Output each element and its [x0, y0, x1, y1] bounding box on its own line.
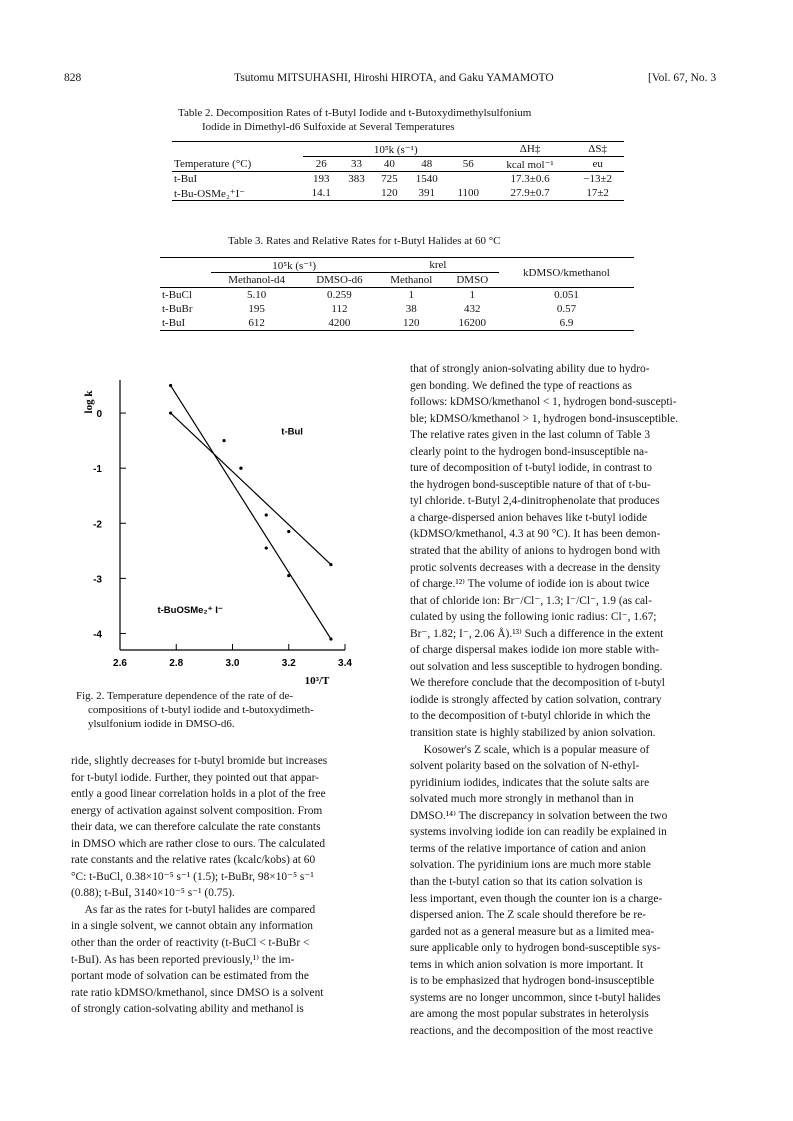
table-cell: 5.10 — [247, 289, 267, 301]
data-point — [287, 574, 290, 577]
table-cell: 1 — [469, 289, 476, 301]
table-cell: 38 — [405, 303, 417, 315]
table2-temp-label: Temperature (°C) — [172, 157, 303, 172]
table3-subhead: DMSO — [446, 273, 499, 288]
table2-caption-line1: Table 2. Decomposition Rates of t-Butyl Iodide and t-Butoxydimethylsulfonium — [178, 107, 532, 119]
data-point — [169, 384, 172, 387]
text-line: of charge dispersal makes iodide ion more stable with- — [410, 644, 660, 657]
series-line-0 — [171, 413, 331, 565]
table2-temp: 56 — [448, 157, 489, 172]
table-cell: 17.3±0.6 — [510, 173, 550, 185]
text-line: strated that the ability of anions to hydrogen bond with — [410, 545, 661, 558]
series-label: t-BuOSMe₂⁺ I⁻ — [157, 604, 223, 616]
table-cell: 112 — [331, 303, 348, 315]
right-text-column — [410, 361, 731, 1039]
text-line: gen bonding. We defined the type of reactions as — [410, 379, 632, 392]
x-tick-label: 2.6 — [113, 658, 127, 669]
table2 — [172, 141, 624, 201]
table3-subhead: Methanol-d4 — [211, 273, 301, 288]
data-point — [287, 530, 290, 533]
text-line: portant mode of solvation can be estimated from the — [71, 970, 309, 983]
text-line: in DMSO which are rather close to ours. The calculated — [71, 837, 326, 850]
text-line: sure applicable only to hydrogen bond-susceptible sys- — [410, 942, 661, 955]
table-cell: 0.051 — [554, 289, 579, 301]
text-line: iodide is strongly affected by cation solvation, contrary — [410, 693, 662, 706]
table-cell: 432 — [464, 303, 481, 315]
figure-2-chart — [70, 360, 390, 687]
text-line: is to be emphasized that hydrogen bond-insusceptible — [410, 975, 655, 988]
y-tick-label: -3 — [93, 574, 102, 586]
data-point — [329, 637, 332, 640]
table2-temp: 40 — [373, 157, 406, 172]
table3-subhead: DMSO-d6 — [302, 273, 377, 288]
text-line: dispersed anion. The Z scale should therefore be re- — [410, 909, 647, 922]
text-line: protic solvents decreases with a decrease in the density — [410, 561, 661, 574]
table-cell: 6.9 — [559, 317, 574, 329]
text-line: systems involving iodide ion can readily be explained in — [410, 826, 667, 839]
text-line: out solvation and less susceptible to hydrogen bonding. — [410, 660, 663, 673]
table2-temp: 33 — [340, 157, 373, 172]
table-cell: 1 — [408, 289, 415, 301]
y-tick-label: -4 — [93, 629, 102, 641]
text-line: are among the most popular substrates in heterolysis — [410, 1008, 649, 1021]
text-line: ride, slightly decreases for t-butyl bromide but increases — [71, 755, 328, 767]
y-tick-label: 0 — [96, 409, 102, 421]
data-point — [239, 467, 242, 470]
text-line: As far as the rates for t-butyl halides are compared — [84, 903, 316, 916]
table3-head-krel: krel — [377, 258, 499, 273]
text-line: that of strongly anion-solvating ability due to hydro- — [410, 363, 650, 375]
table2-caption — [178, 106, 658, 134]
series-line-1 — [171, 386, 331, 639]
table-cell: 14.1 — [311, 187, 331, 199]
figure-caption-line1: Fig. 2. Temperature dependence of the rate of de- — [76, 690, 294, 702]
y-axis-label: log k — [83, 390, 95, 414]
text-line: solvent polarity based on the solvation of N-ethyl- — [410, 760, 640, 773]
text-line: tyl chloride. t-Butyl 2,4-dinitrophenolate that produces — [410, 495, 660, 508]
data-point — [265, 546, 268, 549]
left-text-column — [71, 753, 392, 1018]
table2-caption-line2: Iodide in Dimethyl-d6 Sulfoxide at Several Temperatures — [202, 121, 455, 133]
table-cell: 383 — [348, 173, 365, 185]
text-line: clearly point to the hydrogen bond-insusceptible na- — [410, 445, 648, 458]
x-tick-label: 3.0 — [225, 658, 240, 669]
table2-unit-ds: eu — [571, 157, 624, 172]
table-row — [172, 186, 624, 201]
text-line: transition state is highly stabilized by anion solvation. — [410, 727, 656, 740]
text-line: (kDMSO/kmethanol, 4.3 at 90 °C). It has been demon- — [410, 528, 661, 541]
table2-temp: 26 — [303, 157, 340, 172]
table-cell: 27.9±0.7 — [510, 187, 550, 199]
running-header-volume: [Vol. 67, No. 3 — [648, 72, 717, 84]
y-tick-label: -1 — [93, 464, 102, 476]
table-cell: 0.259 — [327, 289, 352, 301]
text-line: DMSO.¹⁴⁾ The discrepancy in solvation between the two — [410, 809, 668, 822]
text-line: than the t-butyl cation so that its cation solvation is — [410, 875, 643, 888]
text-line: solvated much more strongly in methanol than in — [410, 793, 634, 806]
x-tick-label: 3.2 — [281, 658, 296, 669]
table-row — [172, 172, 624, 187]
text-line: The relative rates given in the last column of Table 3 — [410, 429, 651, 442]
text-line: Kosower's Z scale, which is a popular measure of — [423, 743, 650, 756]
text-line: garded not as a general measure but as a limited mea- — [410, 925, 655, 938]
series-label: t-BuI — [281, 426, 303, 438]
table-row — [160, 288, 634, 303]
page-number: 828 — [64, 72, 82, 84]
x-tick-label: 3.4 — [338, 658, 352, 669]
text-line: Br⁻, 1.82; I⁻, 2.06 Å).¹³⁾ Such a difference in the extent — [410, 627, 664, 640]
running-header-authors: Tsutomu MITSUHASHI, Hiroshi HIROTA, and Gaku YAMAMOTO — [234, 72, 554, 84]
table2-head-rate: 10⁵k (s⁻¹) — [303, 142, 489, 157]
figure-caption-line2: compositions of t-butyl iodide and t-butoxydimeth- — [88, 704, 314, 716]
text-line: of charge.¹²⁾ The volume of iodide ion is about twice — [410, 578, 650, 591]
table-cell — [340, 186, 373, 201]
text-line: ently a good linear correlation holds in a plot of the free — [71, 788, 326, 801]
table2-temp: 48 — [406, 157, 448, 172]
text-line: to the decomposition of t-butyl chloride in which the — [410, 710, 651, 723]
text-line: less important, even though the counter ion is a charge- — [410, 892, 663, 905]
table-cell: 0.57 — [556, 303, 577, 315]
text-line: ture of decomposition of t-butyl iodide, in contrast to — [410, 462, 653, 475]
y-tick-label: -2 — [93, 519, 102, 531]
text-line: rate ratio kDMSO/kmethanol, since DMSO is a solvent — [71, 986, 324, 999]
table-cell: 193 — [313, 173, 330, 185]
data-point — [329, 563, 332, 566]
table3-caption: Table 3. Rates and Relative Rates for t-Butyl Halides at 60 °C — [228, 235, 501, 247]
table3-compound: t-BuI — [162, 317, 186, 329]
table-row — [160, 302, 634, 316]
table3-head-ratio: kDMSO/kmethanol — [499, 258, 634, 288]
text-line: that of chloride ion: Br⁻/Cl⁻, 1.3; I⁻/Cl⁻, 1.9 (as cal- — [410, 594, 653, 607]
text-line: of strongly cation-solvating ability and methanol is — [71, 1003, 304, 1016]
table-cell: 725 — [381, 173, 398, 185]
table-cell: 1100 — [457, 187, 480, 199]
text-line: terms of the relative importance of cation and anion — [410, 842, 646, 855]
text-line: other than the order of reactivity (t-BuCl < t-BuBr < — [71, 937, 310, 950]
text-line: t-BuI). As has been reported previously,¹⁾ the im- — [71, 953, 295, 966]
table-cell: 612 — [248, 317, 265, 329]
table2-unit-dh: kcal mol⁻¹ — [489, 157, 571, 172]
text-line: in a single solvent, we cannot obtain any information — [71, 920, 313, 933]
table2-compound: t-BuI — [174, 173, 198, 185]
text-line: ble; kDMSO/kmethanol > 1, hydrogen bond-insusceptible. — [410, 412, 679, 425]
table3-compound: t-BuBr — [162, 303, 193, 315]
table2-compound: t-Bu-OSMe₂⁺I⁻ — [174, 187, 246, 200]
table-cell: 4200 — [328, 317, 351, 329]
text-line: culated by using the following ionic radius: Cl⁻, 1.67; — [410, 611, 657, 624]
text-line: the hydrogen bond-susceptible nature of that of t-bu- — [410, 478, 651, 491]
table3-subhead: Methanol — [377, 273, 446, 288]
text-line: pyridinium iodides, indicates that the solute salts are — [410, 776, 650, 789]
table2-head-dh: ΔH‡ — [489, 142, 571, 157]
text-line: a charge-dispersed anion behaves like t-butyl iodide — [410, 511, 648, 524]
x-tick-label: 2.8 — [169, 658, 184, 669]
data-point — [222, 439, 225, 442]
table-cell — [448, 172, 489, 187]
table-cell: 120 — [403, 317, 420, 329]
table2-head-ds: ΔS‡ — [571, 142, 624, 157]
table-cell: 195 — [248, 303, 265, 315]
text-line: rate constants and the relative rates (kcalc/kobs) at 60 — [71, 854, 316, 867]
data-point — [265, 513, 268, 516]
figure-caption — [76, 689, 394, 731]
table-row — [160, 316, 634, 331]
table3-head-rate: 10⁵k (s⁻¹) — [211, 258, 377, 273]
table-cell: 1540 — [415, 173, 438, 185]
text-line: solvation. The pyridinium ions are much more stable — [410, 859, 651, 872]
text-line: tems in which anion solvation is more important. It — [410, 958, 644, 971]
x-axis-label: 10³/T — [304, 675, 330, 687]
table3 — [160, 257, 634, 331]
text-line: (0.88); t-BuI, 3140×10⁻⁵ s⁻¹ (0.75). — [71, 887, 235, 900]
table-cell: 120 — [381, 187, 398, 199]
text-line: energy of activation against solvent composition. From — [71, 804, 323, 817]
text-line: reactions, and the decomposition of the most reactive — [410, 1024, 653, 1037]
text-line: follows: kDMSO/kmethanol < 1, hydrogen bond-suscepti- — [410, 396, 677, 409]
table-cell: −13±2 — [583, 173, 613, 185]
text-line: systems are no longer uncommon, since t-butyl halides — [410, 991, 661, 1004]
text-line: We therefore conclude that the decomposition of t-butyl — [410, 677, 665, 690]
data-point — [169, 411, 172, 414]
table-cell: 391 — [418, 187, 436, 199]
figure-caption-line3: ylsulfonium iodide in DMSO-d6. — [88, 718, 235, 730]
text-line: for t-butyl iodide. Further, they pointed out that appar- — [71, 771, 319, 784]
table3-compound: t-BuCl — [162, 289, 192, 301]
text-line: °C: t-BuCl, 0.38×10⁻⁵ s⁻¹ (1.5); t-BuBr, 98×10⁻⁵ s⁻¹ — [71, 870, 314, 883]
table-cell: 16200 — [458, 317, 487, 329]
table-cell: 17±2 — [586, 187, 609, 199]
text-line: their data, we can therefore calculate the rate constants — [71, 821, 321, 834]
